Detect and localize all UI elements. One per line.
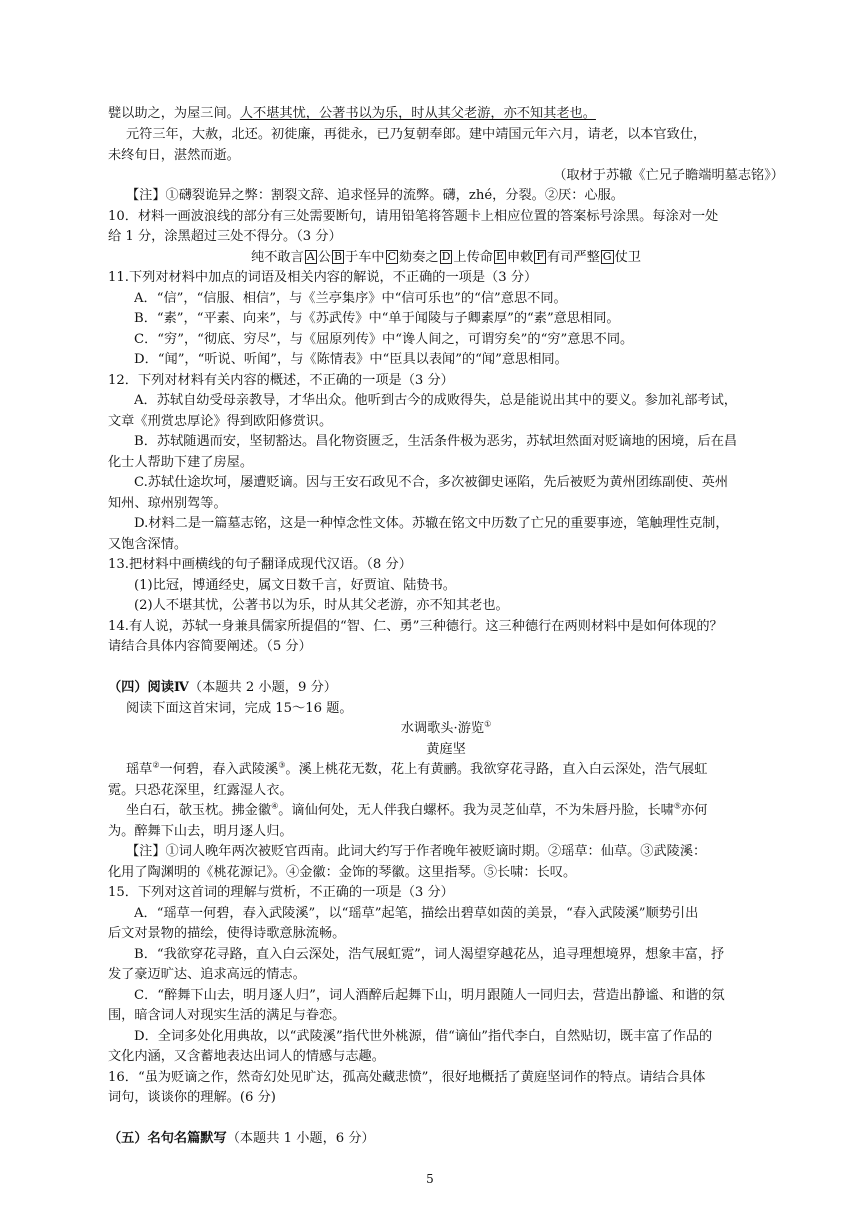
poem-note-cont: 化用了陶渊明的《桃花源记》。④金徽：金饰的琴徽。这里指琴。⑤长啸：长叹。 bbox=[108, 865, 577, 880]
answer-mark-g: G bbox=[602, 250, 612, 263]
material-note: 【注】①礴裂诡异之弊：割裂文辞、追求怪异的流弊。礴，zhé，分裂。②厌：心服。 bbox=[126, 188, 624, 203]
poem-line: 为。醉舞下山去，明月逐人归。 bbox=[108, 824, 293, 839]
section-title: （四）阅读Ⅳ bbox=[108, 680, 189, 695]
segment-text: 上传命 bbox=[453, 250, 493, 265]
text-segment: 。溪上桃花无数，花上有黄鹂。我欲穿花寻路，直入白云深处，浩气展虹 bbox=[285, 762, 708, 777]
question-10-segmentation bbox=[108, 249, 784, 267]
footnote-mark: ③ bbox=[278, 761, 286, 770]
question-15-option-b: B．“我欲穿花寻路，直入白云深处，浩气展虹霓”，词人渴望穿越花丛，追寻理想境界，想象丰富，抒 bbox=[134, 947, 725, 962]
question-15-option-d-cont: 文化内涵，又含蓄地表达出词人的情感与志趣。 bbox=[108, 1049, 385, 1064]
question-12-option-b: B．苏轼随遇而安，坚韧豁达。昌化物资匮乏，生活条件极为恶劣，苏轼坦然面对贬谪地的困境，后在昌 bbox=[134, 434, 738, 449]
question-15-option-a-cont: 后文对景物的描绘，使得诗歌意脉流畅。 bbox=[108, 926, 346, 941]
footnote-mark: ② bbox=[152, 761, 160, 770]
poem-title-text: 水调歌头·游览 bbox=[400, 721, 485, 736]
footnote-mark: ① bbox=[484, 720, 492, 729]
question-10-stem: 给 1 分，涂黑超过三处不得分。（3 分） bbox=[108, 229, 342, 244]
text-segment: 瑶草 bbox=[126, 762, 153, 777]
answer-mark-b: B bbox=[333, 250, 343, 263]
question-14-stem: 请结合具体内容简要阐述。（5 分） bbox=[108, 639, 312, 654]
poem-line: 霓。只恐花深里，红露湿人衣。 bbox=[108, 783, 293, 798]
text-segment: 一何碧，春入武陵溪 bbox=[159, 762, 279, 777]
text-segment: 坐白石，欹玉枕。拂金徽 bbox=[126, 803, 272, 818]
question-15-option-b-cont: 发了豪迈旷达、追求高远的情志。 bbox=[108, 967, 306, 982]
question-12-option-c-cont: 知州、琼州别驾等。 bbox=[108, 496, 227, 511]
text-segment: 亦何 bbox=[681, 803, 708, 818]
section-4-heading bbox=[108, 679, 784, 697]
poem-author: 黄庭坚 bbox=[426, 742, 466, 757]
answer-mark-c: C bbox=[387, 250, 397, 263]
section-5-heading bbox=[108, 1130, 784, 1148]
question-15-option-a: A．“瑶草一何碧，春入武陵溪”，以“瑶草”起笔，描绘出碧草如茵的美景，“春入武陵溪”顺势引出 bbox=[134, 906, 699, 921]
section-info: （本题共 2 小题，9 分） bbox=[188, 680, 337, 695]
question-10-stem: 10．材料一画波浪线的部分有三处需要断句，请用铅笔将答题卡上相应位置的答案标号涂黑。每涂对一处 bbox=[108, 209, 719, 224]
question-11-stem: 11.下列对材料中加点的词语及相关内容的解说，不正确的一项是（3 分） bbox=[108, 270, 538, 285]
question-11-option-b: B．“素”，“平素、向来”，与《苏武传》中“单于闻陵与子卿素厚”的“素”意思相同。 bbox=[134, 311, 620, 326]
answer-mark-a: A bbox=[306, 250, 315, 263]
question-15-stem: 15．下列对这首词的理解与赏析，不正确的一项是（3 分） bbox=[108, 885, 454, 900]
material-paragraph-line: 元符三年，大赦，北还。初徙廉，再徙永，已乃复朝奉郎。建中靖国元年六月，请老，以本官致仕， bbox=[126, 127, 707, 142]
material-line-top bbox=[108, 105, 784, 123]
footnote-mark: ④ bbox=[271, 802, 279, 811]
section-info: （本题共 1 小题，6 分） bbox=[226, 1131, 375, 1146]
footnote-mark: ⑤ bbox=[673, 802, 682, 811]
question-12-option-a: A．苏轼自幼受母亲教导，才华出众。他听到古今的成败得失，总是能说出其中的要义。参加礼部考试， bbox=[134, 393, 737, 408]
question-16-stem: 词句，谈谈你的理解。(6 分) bbox=[108, 1090, 276, 1105]
poem-note: 【注】①词人晚年两次被贬官西南。此词大约写于作者晚年被贬谪时期。②瑶草：仙草。③武陵溪： bbox=[126, 844, 707, 859]
question-12-option-d-cont: 又饱含深情。 bbox=[108, 537, 188, 552]
poem-line bbox=[126, 802, 784, 820]
poem-line bbox=[126, 761, 784, 779]
underlined-sentence: 人不堪其忧，公著书以为乐，时从其父老游，亦不知其老也。 bbox=[239, 106, 596, 121]
question-12-option-b-cont: 化士人帮助下建了房屋。 bbox=[108, 455, 254, 470]
question-12-option-c: C.苏轼仕途坎坷，屡遭贬谪。因与王安石政见不合，多次被御史诬陷，先后被贬为黄州团练副使、英州 bbox=[134, 475, 729, 490]
question-15-option-c: C．“醉舞下山去，明月逐人归”，词人酒醉后起舞下山，明月跟随人一同归去，营造出静谧、和谐的氛 bbox=[134, 988, 725, 1003]
answer-mark-d: D bbox=[441, 250, 451, 263]
question-15-option-d: D．全词多处化用典故，以“武陵溪”指代世外桃源，借“谪仙”指代李白，自然贴切，既丰富了作品的 bbox=[134, 1029, 713, 1044]
question-12-option-a-cont: 文章《刑赏忠厚论》得到欧阳修赏识。 bbox=[108, 414, 333, 429]
question-11-option-d: D．“闻”，“听说、听闻”，与《陈情表》中“臣具以表闻”的“闻”意思相同。 bbox=[134, 352, 568, 367]
answer-mark-f: F bbox=[536, 250, 545, 263]
poem-title bbox=[108, 720, 784, 738]
segment-text: 公 bbox=[317, 250, 331, 265]
material-paragraph-line: 未终旬日，湛然而逝。 bbox=[108, 148, 240, 163]
text-segment: 甓以助之，为屋三间。 bbox=[108, 106, 240, 121]
source-citation: （取材于苏辙《亡兄子瞻端明墓志铭》） bbox=[553, 168, 784, 183]
question-15-option-c-cont: 围，暗含词人对现实生活的满足与眷恋。 bbox=[108, 1008, 346, 1023]
question-13-stem: 13.把材料中画横线的句子翻译成现代汉语。（8 分） bbox=[108, 557, 412, 572]
question-16-stem: 16．“虽为贬谪之作，然奇幻处见旷达，孤高处藏悲愤”，很好地概括了黄庭坚词作的特点。请结合具体 bbox=[108, 1070, 706, 1085]
question-11-option-a: A．“信”，“信服、相信”，与《兰亭集序》中“信可乐也”的“信”意思不同。 bbox=[134, 291, 567, 306]
page-number: 5 bbox=[426, 1172, 434, 1186]
question-11-option-c: C．“穷”，“彻底、穷尽”，与《屈原列传》中“谗人间之，可谓穷矣”的“穷”意思不同。 bbox=[134, 332, 634, 347]
text-segment: 。谪仙何处，无人伴我白螺杯。我为灵芝仙草，不为朱唇丹脸，长啸 bbox=[278, 803, 674, 818]
segment-text: 纯不敢言 bbox=[251, 250, 304, 265]
question-14-stem: 14.有人说，苏轼一身兼具儒家所提倡的“智、仁、勇”三种德行。这三种德行在两则材料中是如何体现的？ bbox=[108, 619, 723, 634]
section-title: （五）名句名篇默写 bbox=[108, 1131, 227, 1146]
segment-text: 有司严整 bbox=[547, 250, 600, 265]
question-12-option-d: D.材料二是一篇墓志铭，这是一种悼念性文体。苏辙在铭文中历数了亡兄的重要事迹，笔触理性克制， bbox=[134, 516, 729, 531]
section-4-intro: 阅读下面这首宋词，完成 15～16 题。 bbox=[126, 701, 353, 716]
answer-mark-e: E bbox=[495, 250, 504, 263]
segment-text: 仗卫 bbox=[614, 250, 641, 265]
segment-text: 申敕 bbox=[507, 250, 534, 265]
question-13-sentence-2: (2)人不堪其忧，公著书以为乐，时从其父老游，亦不知其老也。 bbox=[134, 598, 509, 613]
segment-text: 于车中 bbox=[345, 250, 385, 265]
question-13-sentence-1: (1)比冠，博通经史，属文日数千言，好贾谊、陆贽书。 bbox=[134, 578, 456, 593]
segment-text: 劾奏之 bbox=[399, 250, 439, 265]
question-12-stem: 12．下列对材料有关内容的概述，不正确的一项是（3 分） bbox=[108, 373, 454, 388]
